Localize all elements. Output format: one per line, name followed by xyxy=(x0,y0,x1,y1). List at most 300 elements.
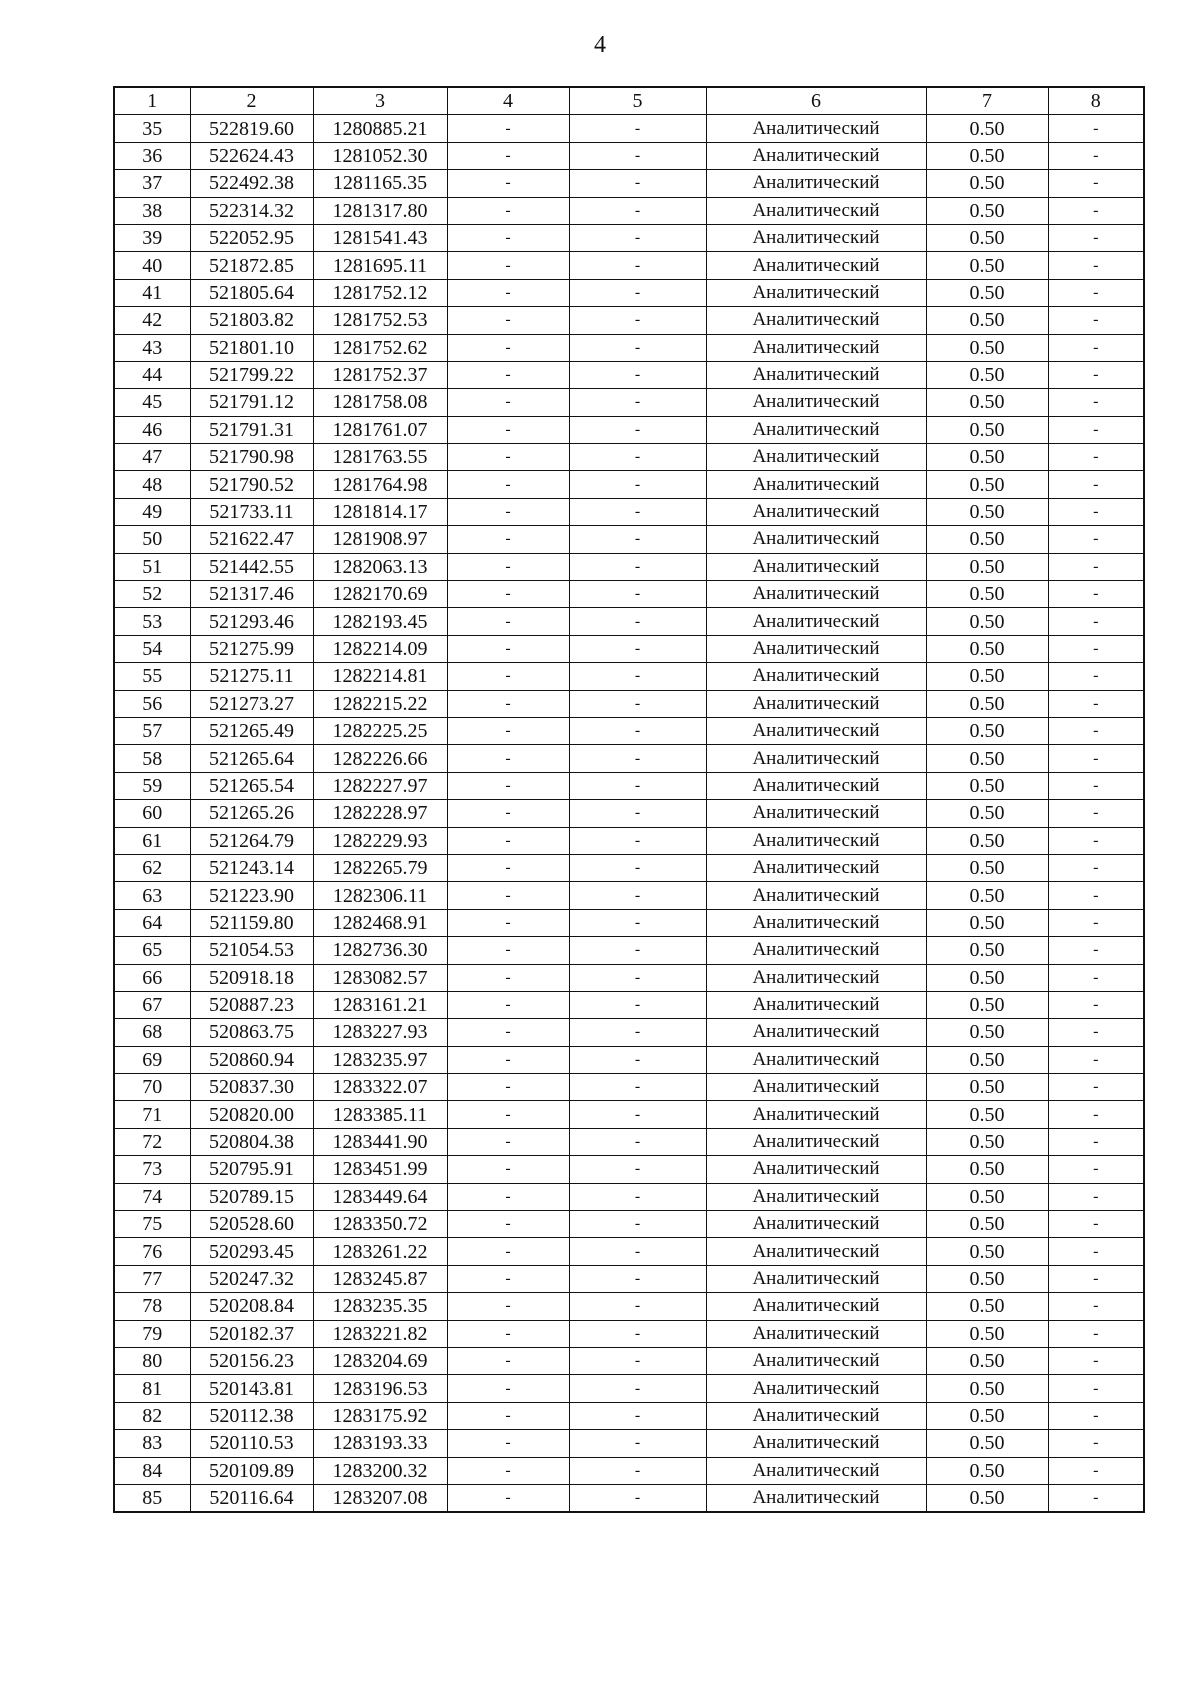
column-4-cell: - xyxy=(447,1430,569,1457)
x-coordinate-cell: 520112.38 xyxy=(190,1402,313,1429)
point-number-cell: 77 xyxy=(114,1265,190,1292)
column-5-cell: - xyxy=(569,745,706,772)
point-number-cell: 76 xyxy=(114,1238,190,1265)
point-number-cell: 61 xyxy=(114,827,190,854)
method-cell: Аналитический xyxy=(706,142,926,169)
column-5-cell: - xyxy=(569,1074,706,1101)
point-number-cell: 79 xyxy=(114,1320,190,1347)
method-cell: Аналитический xyxy=(706,526,926,553)
accuracy-cell: 0.50 xyxy=(926,1293,1048,1320)
point-number-cell: 78 xyxy=(114,1293,190,1320)
method-cell: Аналитический xyxy=(706,690,926,717)
accuracy-cell: 0.50 xyxy=(926,608,1048,635)
column-4-cell: - xyxy=(447,1293,569,1320)
table-row xyxy=(114,1484,1144,1512)
accuracy-cell: 0.50 xyxy=(926,170,1048,197)
method-cell: Аналитический xyxy=(706,1101,926,1128)
column-4-cell: - xyxy=(447,964,569,991)
column-8-cell: - xyxy=(1048,827,1144,854)
accuracy-cell: 0.50 xyxy=(926,882,1048,909)
column-header: 2 xyxy=(190,87,313,115)
column-8-cell: - xyxy=(1048,1320,1144,1347)
x-coordinate-cell: 521223.90 xyxy=(190,882,313,909)
column-4-cell: - xyxy=(447,800,569,827)
column-5-cell: - xyxy=(569,690,706,717)
point-number-cell: 38 xyxy=(114,197,190,224)
x-coordinate-cell: 520109.89 xyxy=(190,1457,313,1484)
method-cell: Аналитический xyxy=(706,1457,926,1484)
column-4-cell: - xyxy=(447,197,569,224)
x-coordinate-cell: 520795.91 xyxy=(190,1156,313,1183)
column-header: 7 xyxy=(926,87,1048,115)
point-number-cell: 75 xyxy=(114,1211,190,1238)
x-coordinate-cell: 521264.79 xyxy=(190,827,313,854)
column-8-cell: - xyxy=(1048,1402,1144,1429)
column-4-cell: - xyxy=(447,1402,569,1429)
table-row xyxy=(114,854,1144,881)
column-header: 1 xyxy=(114,87,190,115)
y-coordinate-cell: 1281752.53 xyxy=(313,307,447,334)
y-coordinate-cell: 1281052.30 xyxy=(313,142,447,169)
method-cell: Аналитический xyxy=(706,1484,926,1512)
column-8-cell: - xyxy=(1048,553,1144,580)
column-8-cell: - xyxy=(1048,1430,1144,1457)
column-8-cell: - xyxy=(1048,1293,1144,1320)
method-cell: Аналитический xyxy=(706,1320,926,1347)
column-4-cell: - xyxy=(447,252,569,279)
x-coordinate-cell: 520116.64 xyxy=(190,1484,313,1512)
point-number-cell: 40 xyxy=(114,252,190,279)
table-row xyxy=(114,608,1144,635)
y-coordinate-cell: 1283082.57 xyxy=(313,964,447,991)
column-8-cell: - xyxy=(1048,1156,1144,1183)
column-header: 5 xyxy=(569,87,706,115)
point-number-cell: 63 xyxy=(114,882,190,909)
point-number-cell: 53 xyxy=(114,608,190,635)
y-coordinate-cell: 1283196.53 xyxy=(313,1375,447,1402)
x-coordinate-cell: 520820.00 xyxy=(190,1101,313,1128)
column-5-cell: - xyxy=(569,991,706,1018)
table-row xyxy=(114,1156,1144,1183)
method-cell: Аналитический xyxy=(706,1402,926,1429)
method-cell: Аналитический xyxy=(706,197,926,224)
point-number-cell: 35 xyxy=(114,115,190,142)
point-number-cell: 71 xyxy=(114,1101,190,1128)
table-row xyxy=(114,964,1144,991)
column-4-cell: - xyxy=(447,389,569,416)
y-coordinate-cell: 1283261.22 xyxy=(313,1238,447,1265)
column-8-cell: - xyxy=(1048,1211,1144,1238)
y-coordinate-cell: 1283221.82 xyxy=(313,1320,447,1347)
x-coordinate-cell: 521054.53 xyxy=(190,937,313,964)
y-coordinate-cell: 1280885.21 xyxy=(313,115,447,142)
column-8-cell: - xyxy=(1048,909,1144,936)
column-8-cell: - xyxy=(1048,800,1144,827)
column-5-cell: - xyxy=(569,635,706,662)
accuracy-cell: 0.50 xyxy=(926,334,1048,361)
method-cell: Аналитический xyxy=(706,1156,926,1183)
accuracy-cell: 0.50 xyxy=(926,1402,1048,1429)
column-5-cell: - xyxy=(569,279,706,306)
accuracy-cell: 0.50 xyxy=(926,1347,1048,1374)
column-8-cell: - xyxy=(1048,690,1144,717)
column-8-cell: - xyxy=(1048,416,1144,443)
x-coordinate-cell: 521275.99 xyxy=(190,635,313,662)
x-coordinate-cell: 521801.10 xyxy=(190,334,313,361)
accuracy-cell: 0.50 xyxy=(926,1320,1048,1347)
y-coordinate-cell: 1282225.25 xyxy=(313,717,447,744)
method-cell: Аналитический xyxy=(706,663,926,690)
column-8-cell: - xyxy=(1048,444,1144,471)
point-number-cell: 60 xyxy=(114,800,190,827)
column-8-cell: - xyxy=(1048,1183,1144,1210)
column-5-cell: - xyxy=(569,1457,706,1484)
column-4-cell: - xyxy=(447,991,569,1018)
method-cell: Аналитический xyxy=(706,608,926,635)
column-5-cell: - xyxy=(569,1128,706,1155)
y-coordinate-cell: 1282214.81 xyxy=(313,663,447,690)
column-5-cell: - xyxy=(569,361,706,388)
column-5-cell: - xyxy=(569,827,706,854)
column-8-cell: - xyxy=(1048,389,1144,416)
column-5-cell: - xyxy=(569,1430,706,1457)
point-number-cell: 44 xyxy=(114,361,190,388)
point-number-cell: 69 xyxy=(114,1046,190,1073)
method-cell: Аналитический xyxy=(706,1128,926,1155)
point-number-cell: 48 xyxy=(114,471,190,498)
column-8-cell: - xyxy=(1048,1347,1144,1374)
table-row xyxy=(114,279,1144,306)
accuracy-cell: 0.50 xyxy=(926,1430,1048,1457)
column-5-cell: - xyxy=(569,526,706,553)
table-row xyxy=(114,1128,1144,1155)
column-8-cell: - xyxy=(1048,581,1144,608)
column-8-cell: - xyxy=(1048,772,1144,799)
column-8-cell: - xyxy=(1048,991,1144,1018)
y-coordinate-cell: 1283227.93 xyxy=(313,1019,447,1046)
x-coordinate-cell: 521791.31 xyxy=(190,416,313,443)
column-5-cell: - xyxy=(569,1019,706,1046)
column-5-cell: - xyxy=(569,1101,706,1128)
accuracy-cell: 0.50 xyxy=(926,827,1048,854)
method-cell: Аналитический xyxy=(706,717,926,744)
x-coordinate-cell: 521265.64 xyxy=(190,745,313,772)
column-5-cell: - xyxy=(569,964,706,991)
column-header: 3 xyxy=(313,87,447,115)
column-4-cell: - xyxy=(447,444,569,471)
accuracy-cell: 0.50 xyxy=(926,663,1048,690)
x-coordinate-cell: 520837.30 xyxy=(190,1074,313,1101)
column-5-cell: - xyxy=(569,197,706,224)
column-5-cell: - xyxy=(569,1320,706,1347)
point-number-cell: 64 xyxy=(114,909,190,936)
column-4-cell: - xyxy=(447,307,569,334)
accuracy-cell: 0.50 xyxy=(926,444,1048,471)
x-coordinate-cell: 521872.85 xyxy=(190,252,313,279)
accuracy-cell: 0.50 xyxy=(926,115,1048,142)
column-4-cell: - xyxy=(447,717,569,744)
column-4-cell: - xyxy=(447,1074,569,1101)
accuracy-cell: 0.50 xyxy=(926,854,1048,881)
y-coordinate-cell: 1281752.62 xyxy=(313,334,447,361)
table-row xyxy=(114,1320,1144,1347)
method-cell: Аналитический xyxy=(706,498,926,525)
point-number-cell: 67 xyxy=(114,991,190,1018)
point-number-cell: 58 xyxy=(114,745,190,772)
table-row xyxy=(114,526,1144,553)
x-coordinate-cell: 520789.15 xyxy=(190,1183,313,1210)
table-row xyxy=(114,1347,1144,1374)
point-number-cell: 82 xyxy=(114,1402,190,1429)
table-row xyxy=(114,142,1144,169)
column-5-cell: - xyxy=(569,608,706,635)
x-coordinate-cell: 520110.53 xyxy=(190,1430,313,1457)
column-5-cell: - xyxy=(569,581,706,608)
accuracy-cell: 0.50 xyxy=(926,717,1048,744)
column-8-cell: - xyxy=(1048,635,1144,662)
accuracy-cell: 0.50 xyxy=(926,279,1048,306)
table-row xyxy=(114,1074,1144,1101)
method-cell: Аналитический xyxy=(706,1019,926,1046)
column-5-cell: - xyxy=(569,471,706,498)
accuracy-cell: 0.50 xyxy=(926,1074,1048,1101)
column-5-cell: - xyxy=(569,1402,706,1429)
y-coordinate-cell: 1281317.80 xyxy=(313,197,447,224)
y-coordinate-cell: 1281761.07 xyxy=(313,416,447,443)
table-row xyxy=(114,1019,1144,1046)
accuracy-cell: 0.50 xyxy=(926,581,1048,608)
x-coordinate-cell: 520528.60 xyxy=(190,1211,313,1238)
y-coordinate-cell: 1282306.11 xyxy=(313,882,447,909)
point-number-cell: 42 xyxy=(114,307,190,334)
table-row xyxy=(114,553,1144,580)
column-4-cell: - xyxy=(447,1265,569,1292)
column-8-cell: - xyxy=(1048,252,1144,279)
column-8-cell: - xyxy=(1048,1128,1144,1155)
table-row xyxy=(114,1430,1144,1457)
column-5-cell: - xyxy=(569,1265,706,1292)
column-5-cell: - xyxy=(569,115,706,142)
column-4-cell: - xyxy=(447,1457,569,1484)
table-row xyxy=(114,1402,1144,1429)
accuracy-cell: 0.50 xyxy=(926,772,1048,799)
point-number-cell: 74 xyxy=(114,1183,190,1210)
table-row xyxy=(114,498,1144,525)
y-coordinate-cell: 1282063.13 xyxy=(313,553,447,580)
column-4-cell: - xyxy=(447,1019,569,1046)
column-5-cell: - xyxy=(569,800,706,827)
accuracy-cell: 0.50 xyxy=(926,635,1048,662)
x-coordinate-cell: 521622.47 xyxy=(190,526,313,553)
column-4-cell: - xyxy=(447,909,569,936)
table-row xyxy=(114,416,1144,443)
table-row xyxy=(114,827,1144,854)
y-coordinate-cell: 1283451.99 xyxy=(313,1156,447,1183)
y-coordinate-cell: 1283161.21 xyxy=(313,991,447,1018)
accuracy-cell: 0.50 xyxy=(926,1183,1048,1210)
column-4-cell: - xyxy=(447,526,569,553)
column-8-cell: - xyxy=(1048,471,1144,498)
column-4-cell: - xyxy=(447,1156,569,1183)
x-coordinate-cell: 520156.23 xyxy=(190,1347,313,1374)
x-coordinate-cell: 521265.26 xyxy=(190,800,313,827)
column-4-cell: - xyxy=(447,170,569,197)
method-cell: Аналитический xyxy=(706,416,926,443)
table-row xyxy=(114,1457,1144,1484)
column-5-cell: - xyxy=(569,1183,706,1210)
column-8-cell: - xyxy=(1048,1101,1144,1128)
method-cell: Аналитический xyxy=(706,1375,926,1402)
column-4-cell: - xyxy=(447,827,569,854)
column-5-cell: - xyxy=(569,854,706,881)
y-coordinate-cell: 1281752.37 xyxy=(313,361,447,388)
column-5-cell: - xyxy=(569,937,706,964)
x-coordinate-cell: 521317.46 xyxy=(190,581,313,608)
column-8-cell: - xyxy=(1048,1074,1144,1101)
coordinates-table xyxy=(113,86,1145,1513)
x-coordinate-cell: 521805.64 xyxy=(190,279,313,306)
table-row xyxy=(114,252,1144,279)
point-number-cell: 43 xyxy=(114,334,190,361)
column-4-cell: - xyxy=(447,1375,569,1402)
method-cell: Аналитический xyxy=(706,882,926,909)
y-coordinate-cell: 1281908.97 xyxy=(313,526,447,553)
y-coordinate-cell: 1283207.08 xyxy=(313,1484,447,1512)
column-header: 6 xyxy=(706,87,926,115)
point-number-cell: 57 xyxy=(114,717,190,744)
point-number-cell: 45 xyxy=(114,389,190,416)
x-coordinate-cell: 521243.14 xyxy=(190,854,313,881)
column-8-cell: - xyxy=(1048,1265,1144,1292)
accuracy-cell: 0.50 xyxy=(926,800,1048,827)
column-4-cell: - xyxy=(447,772,569,799)
column-5-cell: - xyxy=(569,1046,706,1073)
x-coordinate-cell: 520860.94 xyxy=(190,1046,313,1073)
method-cell: Аналитический xyxy=(706,115,926,142)
column-8-cell: - xyxy=(1048,717,1144,744)
column-header: 8 xyxy=(1048,87,1144,115)
x-coordinate-cell: 522492.38 xyxy=(190,170,313,197)
point-number-cell: 49 xyxy=(114,498,190,525)
method-cell: Аналитический xyxy=(706,361,926,388)
y-coordinate-cell: 1283200.32 xyxy=(313,1457,447,1484)
x-coordinate-cell: 521159.80 xyxy=(190,909,313,936)
method-cell: Аналитический xyxy=(706,745,926,772)
method-cell: Аналитический xyxy=(706,991,926,1018)
point-number-cell: 72 xyxy=(114,1128,190,1155)
accuracy-cell: 0.50 xyxy=(926,471,1048,498)
column-5-cell: - xyxy=(569,389,706,416)
table-row xyxy=(114,444,1144,471)
y-coordinate-cell: 1281165.35 xyxy=(313,170,447,197)
method-cell: Аналитический xyxy=(706,964,926,991)
table-row xyxy=(114,717,1144,744)
accuracy-cell: 0.50 xyxy=(926,142,1048,169)
y-coordinate-cell: 1283441.90 xyxy=(313,1128,447,1155)
accuracy-cell: 0.50 xyxy=(926,937,1048,964)
y-coordinate-cell: 1282228.97 xyxy=(313,800,447,827)
x-coordinate-cell: 520247.32 xyxy=(190,1265,313,1292)
column-4-cell: - xyxy=(447,279,569,306)
table-row xyxy=(114,389,1144,416)
point-number-cell: 39 xyxy=(114,224,190,251)
x-coordinate-cell: 521273.27 xyxy=(190,690,313,717)
x-coordinate-cell: 521265.54 xyxy=(190,772,313,799)
column-5-cell: - xyxy=(569,334,706,361)
method-cell: Аналитический xyxy=(706,937,926,964)
y-coordinate-cell: 1281814.17 xyxy=(313,498,447,525)
y-coordinate-cell: 1282170.69 xyxy=(313,581,447,608)
accuracy-cell: 0.50 xyxy=(926,1019,1048,1046)
accuracy-cell: 0.50 xyxy=(926,224,1048,251)
column-4-cell: - xyxy=(447,498,569,525)
table-row xyxy=(114,1375,1144,1402)
y-coordinate-cell: 1283175.92 xyxy=(313,1402,447,1429)
point-number-cell: 47 xyxy=(114,444,190,471)
column-4-cell: - xyxy=(447,416,569,443)
x-coordinate-cell: 521799.22 xyxy=(190,361,313,388)
column-5-cell: - xyxy=(569,909,706,936)
table-row xyxy=(114,1101,1144,1128)
column-5-cell: - xyxy=(569,224,706,251)
method-cell: Аналитический xyxy=(706,307,926,334)
method-cell: Аналитический xyxy=(706,800,926,827)
x-coordinate-cell: 520143.81 xyxy=(190,1375,313,1402)
accuracy-cell: 0.50 xyxy=(926,389,1048,416)
column-8-cell: - xyxy=(1048,854,1144,881)
column-8-cell: - xyxy=(1048,1019,1144,1046)
x-coordinate-cell: 520804.38 xyxy=(190,1128,313,1155)
x-coordinate-cell: 521442.55 xyxy=(190,553,313,580)
accuracy-cell: 0.50 xyxy=(926,1265,1048,1292)
column-5-cell: - xyxy=(569,1156,706,1183)
accuracy-cell: 0.50 xyxy=(926,498,1048,525)
x-coordinate-cell: 520863.75 xyxy=(190,1019,313,1046)
column-5-cell: - xyxy=(569,142,706,169)
column-4-cell: - xyxy=(447,1183,569,1210)
x-coordinate-cell: 521733.11 xyxy=(190,498,313,525)
column-5-cell: - xyxy=(569,717,706,744)
column-4-cell: - xyxy=(447,334,569,361)
accuracy-cell: 0.50 xyxy=(926,361,1048,388)
table-row xyxy=(114,1265,1144,1292)
accuracy-cell: 0.50 xyxy=(926,1156,1048,1183)
x-coordinate-cell: 521790.52 xyxy=(190,471,313,498)
column-8-cell: - xyxy=(1048,498,1144,525)
accuracy-cell: 0.50 xyxy=(926,1128,1048,1155)
point-number-cell: 84 xyxy=(114,1457,190,1484)
x-coordinate-cell: 520887.23 xyxy=(190,991,313,1018)
y-coordinate-cell: 1282226.66 xyxy=(313,745,447,772)
column-8-cell: - xyxy=(1048,1238,1144,1265)
method-cell: Аналитический xyxy=(706,444,926,471)
y-coordinate-cell: 1283449.64 xyxy=(313,1183,447,1210)
column-8-cell: - xyxy=(1048,882,1144,909)
x-coordinate-cell: 522624.43 xyxy=(190,142,313,169)
method-cell: Аналитический xyxy=(706,772,926,799)
column-4-cell: - xyxy=(447,690,569,717)
table-row xyxy=(114,1211,1144,1238)
point-number-cell: 70 xyxy=(114,1074,190,1101)
method-cell: Аналитический xyxy=(706,581,926,608)
column-5-cell: - xyxy=(569,498,706,525)
accuracy-cell: 0.50 xyxy=(926,1375,1048,1402)
table-body xyxy=(114,115,1144,1512)
y-coordinate-cell: 1282265.79 xyxy=(313,854,447,881)
column-5-cell: - xyxy=(569,772,706,799)
accuracy-cell: 0.50 xyxy=(926,909,1048,936)
y-coordinate-cell: 1283235.97 xyxy=(313,1046,447,1073)
